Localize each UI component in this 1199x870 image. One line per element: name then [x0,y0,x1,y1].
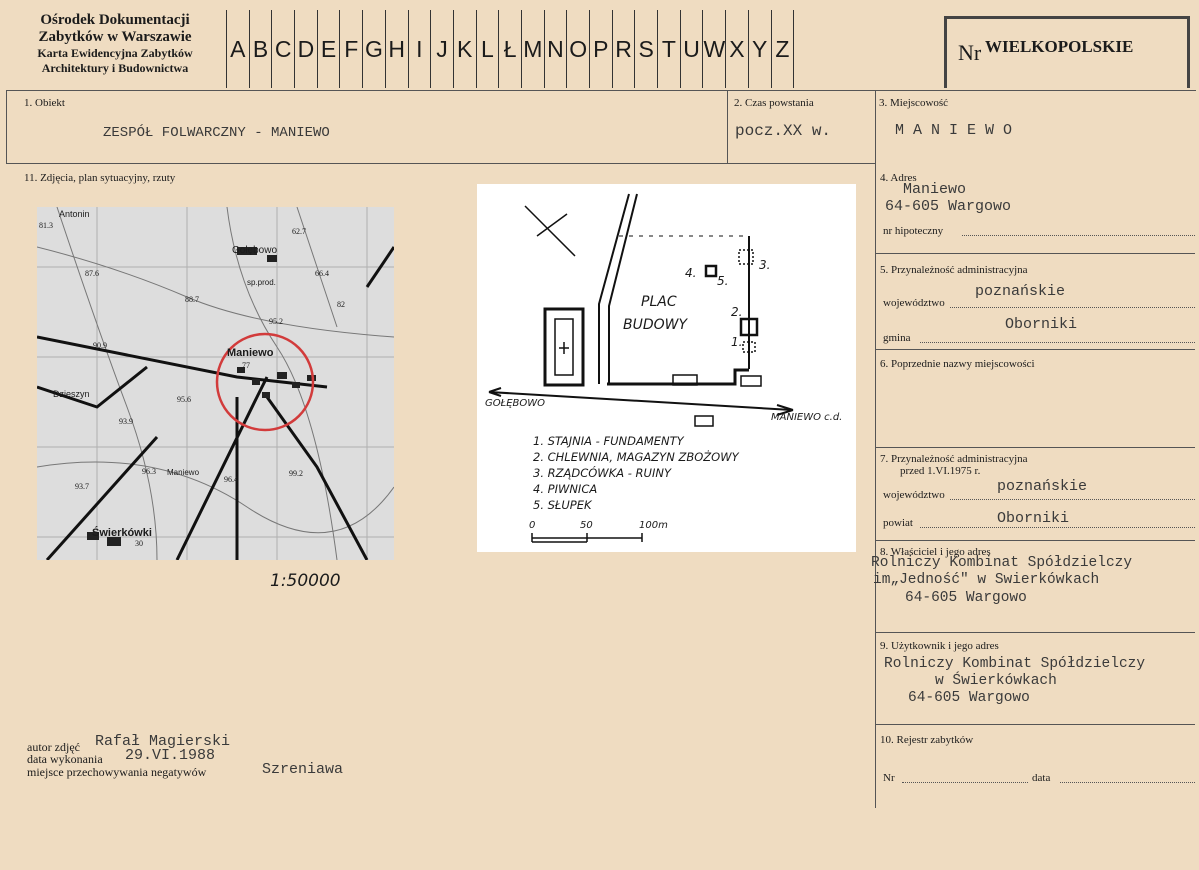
institution-line-4: Architektury i Budownictwa [41,61,189,75]
map-height: 82 [337,300,345,309]
map-place-dzieszyn: Dzieszyn [53,389,90,399]
map-place-maniewo-small: Maniewo [167,468,200,477]
plan-legend-item: 2. CHLEWNIA, MAGAZYN ZBOŻOWY [533,450,739,464]
map-height: 87.6 [85,269,99,278]
divider [875,632,1195,633]
miejsce-value: Szreniawa [262,761,344,778]
index-letter: K [454,10,477,88]
uzytkownik-line-1: Rolniczy Kombinat Spółdzielczy [884,656,1146,672]
przed1975-label-2: przed 1.VI.1975 r. [900,465,981,477]
wlasciciel-line-3: 64-605 Wargowo [905,590,1027,606]
plan-legend [533,433,739,513]
plan-legend-item: 3. RZĄDCÓWKA - RUINY [533,466,671,480]
gmina-line [920,342,1195,343]
poprzednie-label: 6. Poprzednie nazwy miejscowości [880,358,1035,370]
institution-line-3: Karta Ewidencyjna Zabytków [37,46,193,60]
plan-marker-5: 5. [717,274,729,288]
index-letter: E [318,10,341,88]
obiekt-label: 1. Obiekt [24,97,65,109]
index-letter: P [590,10,613,88]
plan-road-left: GOŁĘBOWO [485,398,546,409]
index-letter: Z [772,10,795,88]
plan-legend-item: 1. STAJNIA - FUNDAMENTY [533,434,684,448]
data-wykonania-label: data wykonania [27,752,103,766]
map-height: 88.7 [185,295,199,304]
rejestr-nr-line [902,782,1028,783]
map-height: 99.2 [289,469,303,478]
uzytkownik-line-3: 64-605 Wargowo [908,690,1030,706]
rejestr-data-label: data [1032,772,1051,784]
index-letter: Ł [499,10,522,88]
plan-marker-2: 2. [731,305,743,319]
index-letter: T [658,10,681,88]
divider [6,90,1196,91]
index-letter: A [226,10,250,88]
hipoteczny-label: nr hipoteczny [883,225,944,237]
divider [875,540,1195,541]
wojewodztwo-line [950,307,1195,308]
czas-label: 2. Czas powstania [734,97,814,109]
wojewodztwo-label: województwo [883,297,945,309]
index-letter: M [522,10,545,88]
plan-scale-0: 0 [529,520,536,531]
divider [875,349,1195,350]
map-height: 62.7 [292,227,306,236]
autor-value: Rafał Magierski [95,733,231,750]
map-photo [37,207,394,560]
map-place-spprod: sp.prod. [247,278,276,287]
map-height: 90.9 [93,341,107,350]
map-height: 93.7 [75,482,89,491]
uzytkownik-line-2: w Świerkówkach [935,673,1057,689]
przed1975-wojewodztwo-label: województwo [883,489,945,501]
przed1975-wojewodztwo-value: poznańskie [997,478,1088,495]
index-letter: I [409,10,432,88]
przynaleznosc-label: 5. Przynależność administracyjna [880,264,1028,276]
map-height: 81.3 [39,221,53,230]
obiekt-value: ZESPÓŁ FOLWARCZNY - MANIEWO [103,125,330,141]
divider [6,90,7,164]
hipoteczny-line [962,235,1195,236]
topographic-map [37,207,394,560]
map-place-golebowo: Gołębowo [232,245,278,256]
index-letters [226,10,794,88]
map-place-maniewo: Maniewo [227,347,274,359]
plan-marker-1: 1. [731,335,743,349]
rejestr-data-line [1060,782,1195,783]
miejscowosc-value: M A N I E W O [895,122,1013,139]
autor-label: autor zdjęć [27,740,80,754]
plan-marker-3: 3. [759,258,771,272]
plan-scale-100: 100m [639,520,668,531]
map-scale: 1:50000 [270,571,341,591]
divider [6,163,876,164]
divider [875,253,1195,254]
zdjecia-label: 11. Zdjęcia, plan sytuacyjny, rzuty [24,172,176,184]
przed1975-label-1: 7. Przynależność administracyjna [880,453,1028,465]
index-letter: J [431,10,454,88]
adres-line-1: Maniewo [903,181,967,198]
gmina-label: gmina [883,332,911,344]
plan-legend-item: 4. PIWNICA [533,482,598,496]
plan-plac-label: PLAC [641,294,677,310]
map-height: 93.9 [119,417,133,426]
map-height: 66.4 [315,269,329,278]
map-height: 95.2 [269,317,283,326]
site-plan-photo [477,184,856,552]
index-letter: G [363,10,386,88]
institution-block [10,12,220,76]
plan-legend-item: 5. SŁUPEK [533,498,592,512]
plan-marker-4: 4. [685,266,697,280]
rejestr-label: 10. Rejestr zabytków [880,734,974,746]
divider [727,90,728,164]
index-letter: C [272,10,295,88]
czas-value: pocz.XX w. [735,122,832,140]
divider [875,447,1195,448]
miejscowosc-label: 3. Miejscowość [879,97,949,109]
index-letter: U [681,10,704,88]
index-letter: L [477,10,500,88]
nr-value: WIELKOPOLSKIE [985,37,1134,56]
powiat-value: Oborniki [997,510,1070,527]
map-height: 30 [135,539,143,548]
wlasciciel-line-2: im„Jedność" w Swierkówkach [873,572,1100,588]
wlasciciel-label: 8. Właściciel i jego adres [880,546,991,558]
index-letter: B [250,10,273,88]
index-letter: S [635,10,658,88]
divider [875,724,1195,725]
map-height: 96.4 [224,475,238,484]
index-letter: N [545,10,568,88]
powiat-line [920,527,1195,528]
uzytkownik-label: 9. Użytkownik i jego adres [880,640,999,652]
wlasciciel-line-1: Rolniczy Kombinat Spółdzielczy [871,555,1133,571]
divider [875,90,876,808]
index-letter: Y [749,10,772,88]
index-letter: X [726,10,749,88]
index-letter: H [386,10,409,88]
wojewodztwo-value: poznańskie [975,283,1066,300]
index-letter: W [703,10,726,88]
adres-label: 4. Adres [880,172,917,184]
przed1975-wojewodztwo-line [950,499,1195,500]
map-height: 96.3 [142,467,156,476]
gmina-value: Oborniki [1005,316,1078,333]
plan-scale-50: 50 [580,520,593,531]
miejsce-label: miejsce przechowywania negatywów [27,765,207,779]
plan-road-right: MANIEWO c.d. [771,412,843,423]
map-height: 77 [242,361,250,370]
index-letter: F [340,10,363,88]
institution-line-2: Zabytków w Warszawie [38,29,192,45]
map-place-antonin: Antonin [59,209,90,219]
institution-line-1: Ośrodek Dokumentacji [40,12,190,28]
plan-budowy-label: BUDOWY [623,317,688,333]
data-wykonania-value: 29.VI.1988 [125,747,216,764]
index-letter: O [567,10,590,88]
rejestr-nr-label: Nr [883,772,895,784]
adres-line-2: 64-605 Wargowo [885,198,1012,215]
map-place-swierkowki: Świerkówki [92,527,152,539]
powiat-label: powiat [883,517,913,529]
map-height: 95.6 [177,395,191,404]
index-letter: D [295,10,318,88]
nr-label: Nr [958,40,982,65]
index-letter: R [613,10,636,88]
